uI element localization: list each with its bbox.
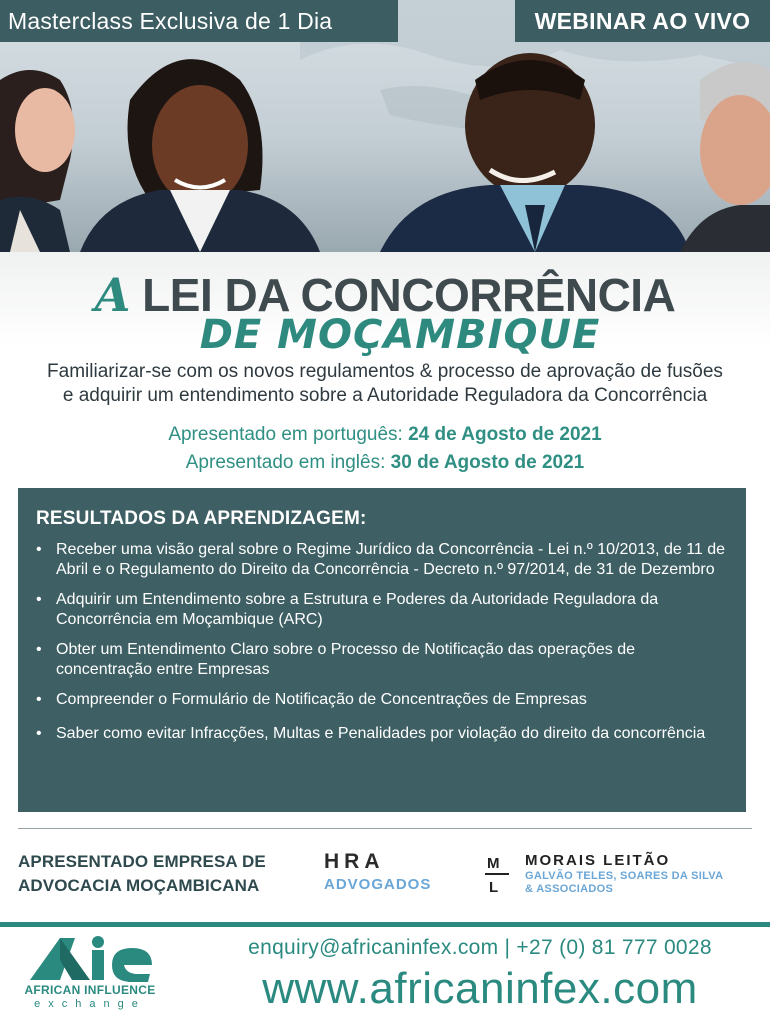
date-value: 24 de Agosto de 2021 [408,424,602,445]
hero-photo [0,0,770,252]
svg-text:L: L [489,879,499,896]
title-prefix: A [94,268,130,322]
date-value: 30 de Agosto de 2021 [390,452,585,473]
list-item: • Adquirir um Entendimento sobre a Estrutura e Poderes da Autoridade Reguladora da Concorrência em Moçambique (ARC) [36,591,659,628]
session-dates [0,421,770,477]
subtitle-line-2: e adquirir um entendimento sobre a Autoridade Reguladora da Concorrência [62,385,708,406]
bullet-icon: • [36,591,42,608]
website-link[interactable]: www.africaninfex.com [262,964,698,1013]
svg-text:M: M [487,855,500,872]
bullet-icon: • [36,691,42,708]
aie-org-name: AFRICAN INFLUENCE [24,983,156,997]
bullet-icon: • [36,541,42,558]
bullet-icon: • [36,641,42,658]
page-title-subline: DE MOÇAMBIQUE [199,312,601,358]
ml-subtitle: GALVÃO TELES, SOARES DA SILVA & ASSOCIADOS [525,870,724,895]
attendee-man-right [680,40,770,252]
learning-outcomes-panel [18,488,746,812]
section-divider [18,828,752,829]
title-main: LEI DA CONCORRÊNCIA [142,269,676,321]
learning-outcomes-title: RESULTADOS DA APRENDIZAGEM: [36,508,367,529]
contact-info[interactable]: enquiry@africaninfex.com | +27 (0) 81 777 0028 [248,936,712,959]
masterclass-badge: Masterclass Exclusiva de 1 Dia [0,0,398,42]
webinar-badge: WEBINAR AO VIVO [515,0,770,42]
ml-name: MORAIS LEITÃO [525,852,671,869]
list-item: • Compreender o Formulário de Notificação de Concentrações de Empresas [36,691,587,708]
date-label: Apresentado em português: [168,424,403,445]
hra-advogados-logo [324,850,464,893]
presented-by-label: APRESENTADO EMPRESA DE ADVOCACIA MOÇAMBICANA [18,852,266,895]
aie-logo-icon [20,930,170,990]
list-item: • Saber como evitar Infracções, Multas e Penalidades por violação do direito da concorrência [36,725,706,742]
aie-org-sub: exchange [34,998,146,1010]
learning-outcomes-list [36,540,726,744]
ml-monogram-icon [485,852,509,896]
date-label: Apresentado em inglês: [185,452,386,473]
hra-logo-bottom: ADVOGADOS [324,876,432,893]
list-item: • Obter um Entendimento Claro sobre o Processo de Notificação das operações de concentração entre Empresas [36,641,635,678]
date-portuguese [0,421,770,449]
date-english [0,449,770,477]
morais-leitao-logo [485,852,755,902]
subtitle [0,360,770,408]
attendee-woman-center [60,40,330,252]
list-item: • Receber uma visão geral sobre o Regime Jurídico da Concorrência - Lei n.º 10/2013, de 11 de Abril e o Regulamento do Direito da Concorrência - Decreto n.º 97/2014, de 31 de Dezembro [36,541,726,578]
subtitle-line-1: Familiarizar-se com os novos regulamentos & processo de aprovação de fusões [47,361,723,382]
hra-logo-top: HRA [324,850,385,873]
attendee-man-suit [380,40,690,252]
bullet-icon: • [36,725,42,742]
